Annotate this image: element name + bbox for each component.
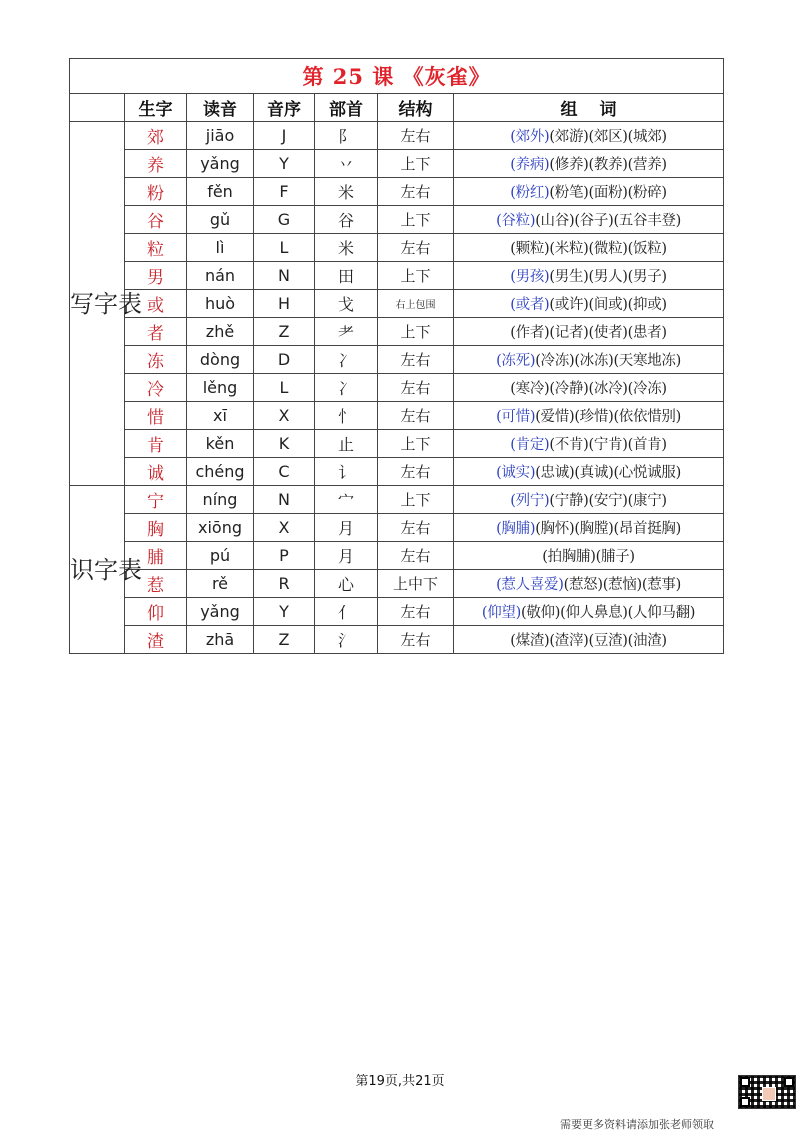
radical-cell: 谷 [315,206,378,234]
word-group: (爱惜) [535,409,575,425]
character-cell: 仰 [125,598,187,626]
word-group: (城郊) [627,129,667,145]
word-group: (微粒) [588,241,628,257]
word-group: (或许) [549,297,589,313]
pinyin-cell: xiōng [187,514,254,542]
word-group: (男生) [549,269,589,285]
word-group: (依依惜别) [613,409,681,425]
word-group: (米粒) [549,241,589,257]
structure-cell: 左右 [378,122,454,150]
initial-letter-cell: N [254,262,315,290]
radical-cell: 月 [315,542,378,570]
word-group: (胸膛) [574,521,614,537]
table-row [70,150,724,178]
character-cell: 冻 [125,346,187,374]
table-row [70,486,724,514]
word-group: (列宁) [510,493,550,509]
footer-note: 需要更多资料请添加张老师领取 [560,1118,714,1131]
word-group: (作者) [510,325,550,341]
word-group: (渣滓) [549,633,589,649]
radical-cell: 冫 [315,374,378,402]
word-group: (营养) [627,157,667,173]
pinyin-cell: nán [187,262,254,290]
radical-cell: 田 [315,262,378,290]
character-cell: 粉 [125,178,187,206]
initial-letter-cell: Z [254,626,315,654]
word-group: (拍胸脯) [542,549,596,565]
radical-cell: 月 [315,514,378,542]
table-row [70,430,724,458]
word-group: (不肯) [549,437,589,453]
word-groups-cell [454,346,724,374]
radical-cell: 阝 [315,122,378,150]
initial-letter-cell: L [254,374,315,402]
radical-cell: 讠 [315,458,378,486]
character-cell: 养 [125,150,187,178]
pinyin-cell: gǔ [187,206,254,234]
structure-cell: 上中下 [378,570,454,598]
word-groups-cell [454,542,724,570]
word-group: (真诚) [574,465,614,481]
word-group: (粉碎) [627,185,667,201]
initial-letter-cell: K [254,430,315,458]
header-character: 生字 [125,94,187,122]
word-group: (康宁) [627,493,667,509]
word-group: (敬仰) [521,605,561,621]
radical-cell: 心 [315,570,378,598]
word-group: (冰冷) [588,381,628,397]
word-group: (教养) [588,157,628,173]
word-group: (心悦诚服) [613,465,681,481]
initial-letter-cell: R [254,570,315,598]
pinyin-cell: jiāo [187,122,254,150]
radical-cell: 米 [315,178,378,206]
table-row [70,514,724,542]
pinyin-cell: kěn [187,430,254,458]
initial-letter-cell: D [254,346,315,374]
word-group: (修养) [549,157,589,173]
word-group: (或者) [510,297,550,313]
structure-cell: 上下 [378,206,454,234]
section-recognize-table: 识字表 [70,486,125,654]
radical-cell: 亻 [315,598,378,626]
character-cell: 或 [125,290,187,318]
pinyin-cell: níng [187,486,254,514]
structure-cell: 上下 [378,430,454,458]
table-row [70,570,724,598]
word-group: (男孩) [510,269,550,285]
structure-cell: 左右 [378,542,454,570]
word-group: (惹恼) [602,577,642,593]
word-group: (煤渣) [510,633,550,649]
word-groups-cell [454,318,724,346]
initial-letter-cell: N [254,486,315,514]
initial-letter-cell: Y [254,598,315,626]
table-row [70,178,724,206]
word-group: (男人) [588,269,628,285]
header-blank [70,94,125,122]
word-group: (寒冷) [510,381,550,397]
character-cell: 粒 [125,234,187,262]
initial-letter-cell: J [254,122,315,150]
word-group: (山谷) [535,213,575,229]
table-row [70,346,724,374]
pinyin-cell: zhā [187,626,254,654]
table-row [70,206,724,234]
word-group: (惹怒) [563,577,603,593]
word-groups-cell [454,570,724,598]
character-cell: 惹 [125,570,187,598]
radical-cell: 戈 [315,290,378,318]
structure-cell: 左右 [378,234,454,262]
structure-cell: 左右 [378,514,454,542]
character-cell: 脯 [125,542,187,570]
table-row [70,234,724,262]
character-cell: 者 [125,318,187,346]
initial-letter-cell: H [254,290,315,318]
word-group: (五谷丰登) [613,213,681,229]
table-row [70,122,724,150]
word-group: (男子) [627,269,667,285]
character-cell: 男 [125,262,187,290]
table-row [70,262,724,290]
word-group: (可惜) [496,409,536,425]
word-group: (冷冻) [535,353,575,369]
header-row [70,94,724,122]
table-row [70,402,724,430]
word-group: (珍惜) [574,409,614,425]
header-structure: 结构 [378,94,454,122]
word-groups-cell [454,486,724,514]
pinyin-cell: yǎng [187,598,254,626]
word-group: (颗粒) [510,241,550,257]
word-group: (养病) [510,157,550,173]
word-group: (冰冻) [574,353,614,369]
radical-cell: 耂 [315,318,378,346]
page-number: 第19页,共21页 [355,1074,445,1089]
pinyin-cell: pú [187,542,254,570]
radical-cell: 宀 [315,486,378,514]
word-groups-cell [454,150,724,178]
word-group: (宁静) [549,493,589,509]
structure-cell: 左右 [378,458,454,486]
word-group: (仰望) [481,605,521,621]
word-group: (人仰马翻) [627,605,696,621]
word-group: (面粉) [588,185,628,201]
word-groups-cell [454,514,724,542]
character-cell: 惜 [125,402,187,430]
word-group: (郊游) [549,129,589,145]
word-groups-cell [454,626,724,654]
structure-cell: 左右 [378,402,454,430]
table-row [70,626,724,654]
word-groups-cell [454,402,724,430]
word-group: (胸脯) [496,521,536,537]
word-group: (间或) [588,297,628,313]
initial-letter-cell: X [254,402,315,430]
word-group: (惹事) [641,577,681,593]
word-groups-cell [454,430,724,458]
word-group: (胸怀) [535,521,575,537]
initial-letter-cell: P [254,542,315,570]
initial-letter-cell: Z [254,318,315,346]
character-cell: 宁 [125,486,187,514]
word-group: (郊区) [588,129,628,145]
radical-cell: 氵 [315,626,378,654]
radical-cell: 丷 [315,150,378,178]
radical-cell: 止 [315,430,378,458]
word-groups-cell [454,234,724,262]
table-row [70,374,724,402]
structure-cell: 上下 [378,150,454,178]
initial-letter-cell: Y [254,150,315,178]
word-group: (天寒地冻) [613,353,681,369]
structure-cell: 左右 [378,598,454,626]
word-group: (谷粒) [496,213,536,229]
word-groups-cell [454,122,724,150]
pinyin-cell: xī [187,402,254,430]
header-pronunciation: 读音 [187,94,254,122]
radical-cell: 米 [315,234,378,262]
pinyin-cell: zhě [187,318,254,346]
header-radical: 部首 [315,94,378,122]
initial-letter-cell: L [254,234,315,262]
structure-cell: 左右 [378,346,454,374]
pinyin-cell: fěn [187,178,254,206]
word-group: (冻死) [496,353,536,369]
word-group: (粉笔) [549,185,589,201]
pinyin-cell: rě [187,570,254,598]
initial-letter-cell: F [254,178,315,206]
radical-cell: 忄 [315,402,378,430]
word-group: (粉红) [510,185,550,201]
word-groups-cell [454,374,724,402]
structure-cell: 上下 [378,486,454,514]
word-group: (饭粒) [627,241,667,257]
word-group: (仰人鼻息) [560,605,628,621]
pinyin-cell: lěng [187,374,254,402]
word-group: (谷子) [574,213,614,229]
qr-code-icon [738,1075,796,1109]
word-group: (冷冻) [627,381,667,397]
table-row [70,598,724,626]
word-group: (安宁) [588,493,628,509]
word-group: (脯子) [595,549,635,565]
pinyin-cell: yǎng [187,150,254,178]
character-cell: 冷 [125,374,187,402]
table-row [70,318,724,346]
structure-cell: 右上包围 [378,290,454,318]
word-group: (首肯) [627,437,667,453]
word-group: (昂首挺胸) [613,521,681,537]
initial-letter-cell: G [254,206,315,234]
structure-cell: 上下 [378,318,454,346]
structure-cell: 上下 [378,262,454,290]
word-group: (忠诚) [535,465,575,481]
word-group: (宁肯) [588,437,628,453]
word-group: (记者) [549,325,589,341]
structure-cell: 左右 [378,374,454,402]
character-cell: 肯 [125,430,187,458]
character-cell: 诚 [125,458,187,486]
pinyin-cell: dòng [187,346,254,374]
word-groups-cell [454,598,724,626]
word-groups-cell [454,458,724,486]
character-cell: 郊 [125,122,187,150]
word-group: (患者) [627,325,667,341]
character-cell: 胸 [125,514,187,542]
table-row [70,290,724,318]
word-group: (油渣) [627,633,667,649]
word-group: (使者) [588,325,628,341]
word-groups-cell [454,178,724,206]
word-group: (冷静) [549,381,589,397]
character-cell: 渣 [125,626,187,654]
character-cell: 谷 [125,206,187,234]
vocabulary-table [69,58,724,654]
word-group: (豆渣) [588,633,628,649]
word-group: (诚实) [496,465,536,481]
table-row [70,542,724,570]
header-initial-letter: 音序 [254,94,315,122]
initial-letter-cell: X [254,514,315,542]
word-group: (肯定) [510,437,550,453]
structure-cell: 左右 [378,626,454,654]
lesson-title: 第 25 课 《灰雀》 [70,59,724,94]
table-row [70,458,724,486]
word-group: (抑或) [627,297,667,313]
pinyin-cell: huò [187,290,254,318]
initial-letter-cell: C [254,458,315,486]
pinyin-cell: lì [187,234,254,262]
word-group: (郊外) [510,129,550,145]
word-groups-cell [454,262,724,290]
header-word-groups: 组 词 [454,94,724,122]
word-group: (惹人喜爱) [496,577,564,593]
word-groups-cell [454,206,724,234]
radical-cell: 冫 [315,346,378,374]
word-groups-cell [454,290,724,318]
section-write-table: 写字表 [70,122,125,486]
structure-cell: 左右 [378,178,454,206]
pinyin-cell: chéng [187,458,254,486]
